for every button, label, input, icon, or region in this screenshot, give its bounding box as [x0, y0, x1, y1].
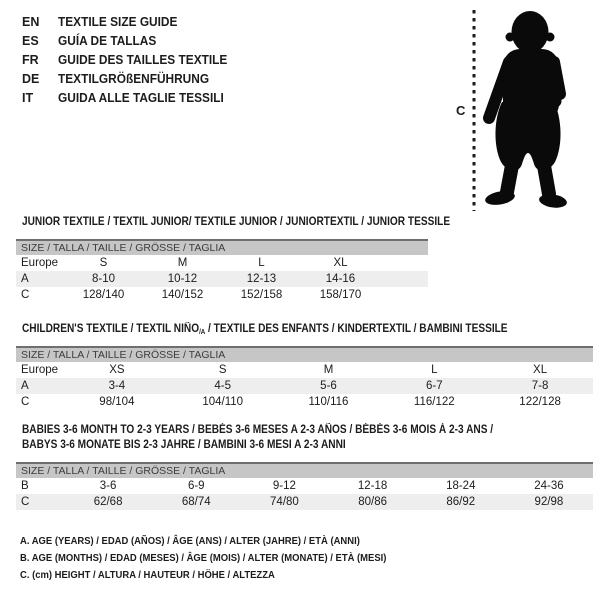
height-cell: 116/122	[413, 396, 455, 408]
lang-row-fr	[22, 50, 236, 69]
age-cell: 10-12	[167, 273, 198, 285]
size-header-bar: SIZE / TALLA / TAILLE / GRÖSSE / TAGLIA	[16, 239, 428, 255]
junior-size-table	[16, 239, 428, 303]
table-row	[16, 378, 593, 394]
size-cell: L	[431, 364, 438, 376]
age-cell: 8-10	[91, 273, 116, 285]
size-cell: M	[177, 257, 188, 269]
table-row	[16, 287, 428, 303]
height-cell: 104/110	[202, 396, 244, 408]
table-row	[16, 478, 593, 494]
language-title-block	[22, 12, 236, 107]
age-cell: 12-18	[357, 480, 388, 492]
age-cell: 3-4	[108, 380, 126, 392]
age-cell: 4-5	[214, 380, 231, 392]
lang-row-de	[22, 69, 236, 88]
table-row	[16, 362, 593, 378]
lang-row-es	[22, 31, 236, 50]
lang-label: TEXTILGRÖßENFÜHRUNG	[58, 71, 210, 86]
footnote-legend	[20, 535, 427, 586]
lang-label: GUÍA DE TALLAS	[58, 33, 157, 48]
baby-body	[484, 11, 568, 209]
height-cell: 92/98	[534, 496, 564, 508]
age-cell: 3-6	[99, 480, 117, 492]
lang-code: DE	[22, 71, 40, 86]
age-cell: 14-16	[325, 273, 356, 285]
table-row	[16, 394, 593, 410]
lang-label: TEXTILE SIZE GUIDE	[58, 14, 178, 29]
lang-code: ES	[22, 33, 39, 48]
table-row	[16, 255, 428, 271]
row-label: Europe	[21, 364, 59, 376]
footnote-a: A. AGE (YEARS) / EDAD (AÑOS) / ÂGE (ANS) / ALTER (JAHRE) / ETÀ (ANNI)	[20, 535, 360, 547]
row-label: A	[21, 273, 29, 285]
babies-size-table	[16, 462, 593, 510]
lang-code: IT	[22, 90, 34, 105]
baby-silhouette-icon	[450, 6, 598, 218]
lang-label: GUIDE DES TAILLES TEXTILE	[58, 52, 228, 67]
size-header-bar: SIZE / TALLA / TAILLE / GRÖSSE / TAGLIA	[16, 462, 593, 478]
height-cell: 110/116	[308, 396, 349, 408]
title-text: CHILDREN'S TEXTILE / TEXTIL NIÑO	[22, 323, 200, 335]
height-cell: 86/92	[446, 496, 476, 508]
babies-table-title-line1: BABIES 3-6 MONTH TO 2-3 YEARS / BEBÉS 3-6 MESES A 2-3 AÑOS / BÉBÉS 3-6 MOIS À 2-3 ANS /	[22, 424, 494, 436]
children-size-table	[16, 346, 593, 410]
height-cell: 152/158	[240, 289, 283, 301]
size-cell: M	[323, 364, 334, 376]
row-label: C	[21, 496, 30, 508]
age-cell: 7-8	[531, 380, 549, 392]
row-label: C	[21, 396, 30, 408]
footnote-c: C. (cm) HEIGHT / ALTURA / HAUTEUR / HÖHE / ALTEZZA	[20, 569, 275, 581]
age-cell: 6-9	[187, 480, 205, 492]
row-label: C	[21, 289, 30, 301]
height-cell: 80/86	[358, 496, 387, 508]
age-cell: 5-6	[320, 380, 337, 392]
junior-table-title: JUNIOR TEXTILE / TEXTIL JUNIOR/ TEXTILE JUNIOR / JUNIORTEXTIL / JUNIOR TESSILE	[22, 216, 451, 228]
table-row	[16, 494, 593, 510]
toddler-figure	[450, 6, 598, 218]
lang-code: EN	[22, 14, 40, 29]
size-cell: S	[99, 257, 108, 269]
height-cell: 74/80	[270, 496, 299, 508]
size-cell: S	[218, 364, 227, 376]
children-table-title	[22, 322, 508, 340]
table-row	[16, 271, 428, 287]
height-cell: 140/152	[161, 289, 204, 301]
measure-c-label: C	[456, 103, 466, 118]
title-text: / TEXTILE DES ENFANTS / KINDERTEXTIL / BAMBINI TESSILE	[205, 323, 508, 335]
lang-row-en	[22, 12, 236, 31]
title-subscript: /A	[199, 329, 206, 336]
age-cell: 6-7	[425, 380, 443, 392]
row-label: A	[21, 380, 29, 392]
age-cell: 24-36	[534, 480, 564, 492]
height-cell: 68/74	[181, 496, 211, 508]
babies-table-title-line2: BABYS 3-6 MONATE BIS 2-3 JAHRE / BAMBINI 3-6 MESI A 2-3 ANNI	[22, 439, 346, 451]
size-cell: XS	[109, 364, 125, 376]
lang-label: GUIDA ALLE TAGLIE TESSILI	[58, 90, 224, 105]
age-cell: 12-13	[246, 273, 277, 285]
height-cell: 122/128	[519, 396, 561, 408]
height-cell: 128/140	[82, 289, 125, 301]
height-cell: 158/170	[319, 289, 362, 301]
size-cell: L	[258, 257, 265, 269]
row-label: Europe	[21, 257, 59, 269]
lang-row-it	[22, 88, 236, 107]
age-cell: 18-24	[446, 480, 476, 492]
size-cell: XL	[533, 364, 548, 376]
height-cell: 62/68	[93, 496, 123, 508]
row-label: B	[21, 480, 29, 492]
size-header-bar: SIZE / TALLA / TAILLE / GRÖSSE / TAGLIA	[16, 346, 593, 362]
footnote-b: B. AGE (MONTHS) / EDAD (MESES) / ÂGE (MOIS) / ALTER (MONATE) / ETÀ (MESI)	[20, 552, 387, 564]
height-cell: 98/104	[99, 396, 135, 408]
age-cell: 9-12	[272, 480, 296, 492]
lang-code: FR	[22, 52, 39, 67]
size-cell: XL	[333, 257, 348, 269]
